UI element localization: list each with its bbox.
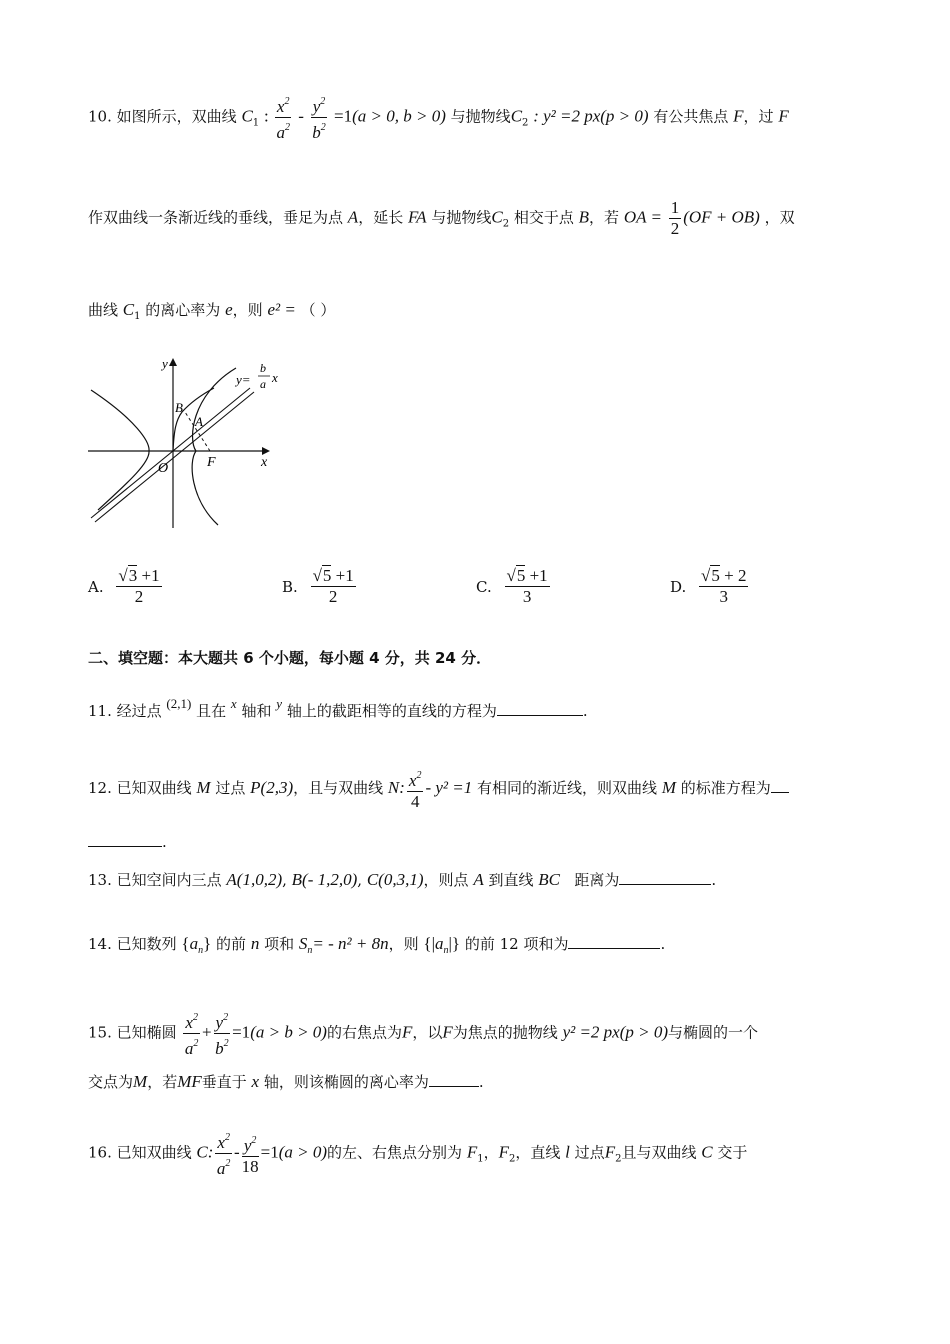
answer-blank[interactable] (619, 870, 711, 885)
label-point-b: B (175, 400, 183, 415)
section-heading: 二、填空题：本大题共 6 个小题，每小题 4 分，共 24 分． (88, 649, 492, 667)
label-point-a: A (195, 414, 203, 429)
q12: 12. 已知双曲线 M 过点 P(2,3)，且与双曲线 N: $\frac{x^2}{4}$ - y² =1 有相同的渐近线，则双曲线 M 的标准方程为 (88, 766, 789, 812)
q12-continued: . (88, 832, 167, 852)
answer-blank[interactable] (568, 934, 660, 949)
asymptote-x: x (272, 370, 278, 385)
label-y: y (162, 356, 168, 371)
option-c[interactable]: C. $\frac{√5 +1}{3}$ (476, 566, 548, 606)
hyperbola-figure (86, 350, 296, 535)
asymptote-num: b (260, 361, 266, 375)
q14: 14. 已知数列 $\{a_n\}$ 的前 n 项和 $S_n= - n^2 + 8n$，则 $\{|a_n|\}$ 的前 12 项和为 . (88, 934, 666, 956)
label-focus: F (207, 455, 216, 470)
q15: 15. 已知椭圆 $\frac{x^2}{a^2}$ + $\frac{y^2}{b^2}$ =1(a > b > 0)的右焦点为F，以F为焦点的抛物线 y² =2 px(p > 0)与椭圆的一个 (88, 1008, 758, 1059)
fraction-y2-b2: $\frac{y^2}{b^2}$ (311, 92, 328, 143)
q13: 13. 已知空间内三点 A(1,0,2), B(- 1,2,0), C(0,3,1)，则点 A 到直线 BC 距离为 . (88, 870, 717, 889)
answer-blank[interactable] (497, 701, 583, 716)
hyperbola-left-branch (91, 390, 149, 510)
label-x: x (261, 455, 268, 470)
q15-continued: 交点为M，若MF垂直于 x 轴，则该椭圆的离心率为 . (88, 1072, 484, 1091)
answer-paren: （ ） (300, 301, 336, 319)
q16: 16. 已知双曲线 C: $\frac{x^2}{a^2}$ - $\frac{y^2}{18}$ =1(a > 0)的左、右焦点分别为 $F_1$，$F_2$，直线 l 过点$F_2$且与双曲线 C 交于 (88, 1128, 747, 1179)
q10-line3: 曲线 $C_1$ 的离心率为 e，则 e² = （ ） (88, 300, 336, 322)
q11: 11. 经过点 (2,1) 且在 x 轴和 y 轴上的截距相等的直线的方程为 . (88, 696, 588, 720)
hyperbola-name: C (241, 106, 253, 126)
x-axis-arrow (262, 447, 270, 455)
hyperbola-right-branch (192, 368, 236, 525)
option-a[interactable]: A. $\frac{√3 +1}{2}$ (88, 566, 160, 606)
asymptote-den: a (260, 377, 266, 391)
q10-line1: 10. 如图所示，双曲线 $C_1$ : $\frac{x^2}{a^2}$ - $\frac{y^2}{b^2}$ =1(a > 0, b > 0) 与抛物线$C_2$ : y² =2 px(p > 0) 有公共焦点 F，过 F (88, 92, 789, 143)
q10-line2: 作双曲线一条渐近线的垂线，垂足为点 A，延长 FA 与抛物线$C_2$ 相交于点 B，若 OA = $\frac{1}{2}$ (OF + OB) ，双 (88, 198, 795, 238)
answer-blank[interactable] (88, 832, 162, 847)
vector-equation: OA = (623, 207, 662, 227)
option-d[interactable]: D. $\frac{√5 + 2}{3}$ (670, 566, 747, 606)
question-number: 10. (88, 107, 112, 126)
answer-blank[interactable] (429, 1072, 479, 1087)
asymptote-label: y= (236, 372, 251, 387)
y-axis-arrow (169, 358, 177, 366)
label-origin: O (158, 461, 169, 476)
fraction-x2-a2: $\frac{x^2}{a^2}$ (275, 92, 292, 143)
option-b[interactable]: B. $\frac{√5 +1}{2}$ (282, 566, 354, 606)
